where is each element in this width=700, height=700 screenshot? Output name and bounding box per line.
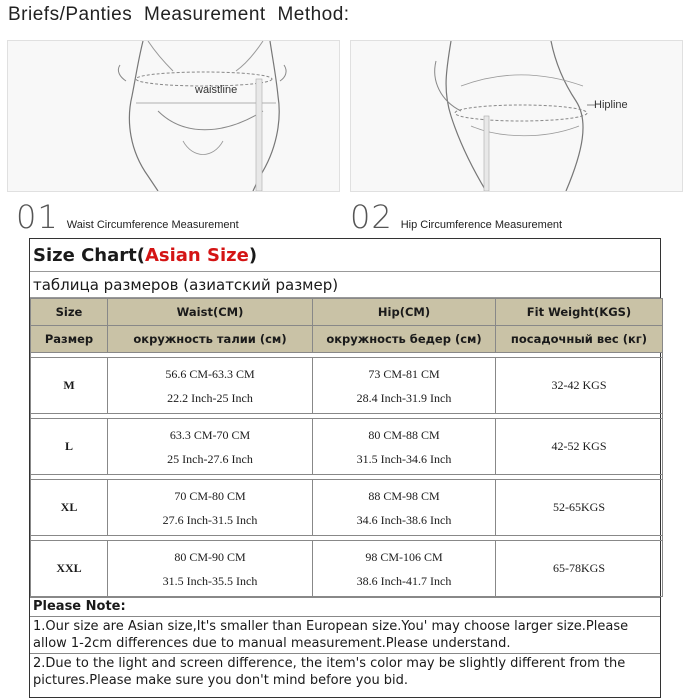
size-table xyxy=(30,298,663,597)
size-chart-title xyxy=(30,239,660,272)
size-cell: XXL xyxy=(31,541,108,597)
hip-cm: 80 CM-88 CM xyxy=(368,427,440,442)
table-header-row-ru xyxy=(31,326,663,353)
waist-inch: 22.2 Inch-25 Inch xyxy=(167,390,253,405)
hip-cm: 88 CM-98 CM xyxy=(368,488,440,503)
caption-number: 02 xyxy=(350,198,393,236)
hipline-label: Hipline xyxy=(594,99,628,111)
waist-figure-drawing xyxy=(8,41,339,191)
column-header: Fit Weight(KGS) xyxy=(496,299,663,326)
note-item: 1.Our size are Asian size,It's smaller than European size.You' may choose larger size.Please allow 1-2cm differences due to manual measurement.Please understand. xyxy=(30,616,660,653)
hip-inch: 34.6 Inch-38.6 Inch xyxy=(356,512,452,527)
size-chart xyxy=(29,238,661,698)
hip-caption xyxy=(350,198,562,236)
hip-cell xyxy=(313,358,496,414)
hip-measurement-illustration xyxy=(350,40,683,192)
hip-cm: 98 CM-106 CM xyxy=(365,549,443,564)
note-item: 2.Due to the light and screen difference, the item's color may be slightly different from the pictures.Please make sure you don't mind before you bid. xyxy=(30,653,660,690)
weight-cell: 32-42 KGS xyxy=(496,358,663,414)
hip-cell xyxy=(313,419,496,475)
waist-cell xyxy=(108,480,313,536)
hip-cm: 73 CM-81 CM xyxy=(368,366,440,381)
caption-text: Hip Circumference Measurement xyxy=(400,219,563,231)
weight-cell: 65-78KGS xyxy=(496,541,663,597)
title-prefix: Size Chart( xyxy=(33,244,145,266)
column-header: Размер xyxy=(31,326,108,353)
table-header-row-en xyxy=(31,299,663,326)
waist-measurement-illustration xyxy=(7,40,340,192)
hip-inch: 31.5 Inch-34.6 Inch xyxy=(356,451,452,466)
size-cell: L xyxy=(31,419,108,475)
column-header: Waist(CM) xyxy=(108,299,313,326)
waist-cm: 80 CM-90 CM xyxy=(174,549,246,564)
waistline-label: waistline xyxy=(195,84,238,96)
waist-cm: 70 CM-80 CM xyxy=(174,488,246,503)
waist-caption xyxy=(16,198,239,236)
table-row xyxy=(31,419,663,475)
title-highlight: Asian Size xyxy=(144,244,249,266)
size-cell: M xyxy=(31,358,108,414)
waist-cm: 56.6 CM-63.3 CM xyxy=(165,366,255,381)
waist-cell xyxy=(108,541,313,597)
table-row xyxy=(31,541,663,597)
notes-title: Please Note: xyxy=(30,597,660,616)
title-suffix: ) xyxy=(248,244,258,266)
table-row xyxy=(31,358,663,414)
column-header: посадочный вес (кг) xyxy=(496,326,663,353)
caption-number: 01 xyxy=(16,198,59,236)
table-row xyxy=(31,480,663,536)
column-header: Size xyxy=(31,299,108,326)
weight-cell: 52-65KGS xyxy=(496,480,663,536)
waist-inch: 31.5 Inch-35.5 Inch xyxy=(162,573,258,588)
weight-cell: 42-52 KGS xyxy=(496,419,663,475)
caption-text: Waist Circumference Measurement xyxy=(66,219,239,231)
waist-cm: 63.3 CM-70 CM xyxy=(169,427,251,442)
hip-cell xyxy=(313,541,496,597)
column-header: окружность талии (см) xyxy=(108,326,313,353)
waist-cell xyxy=(108,358,313,414)
column-header: окружность бедер (см) xyxy=(313,326,496,353)
hip-cell xyxy=(313,480,496,536)
hip-inch: 28.4 Inch-31.9 Inch xyxy=(356,390,452,405)
waist-inch: 27.6 Inch-31.5 Inch xyxy=(162,512,258,527)
waist-cell xyxy=(108,419,313,475)
size-chart-subtitle: таблица размеров (азиатский размер) xyxy=(30,272,660,298)
hip-inch: 38.6 Inch-41.7 Inch xyxy=(356,573,452,588)
size-cell: XL xyxy=(31,480,108,536)
waist-inch: 25 Inch-27.6 Inch xyxy=(167,451,253,466)
page-title: Briefs/Panties Measurement Method: xyxy=(8,4,350,25)
hip-figure-drawing xyxy=(351,41,682,191)
column-header: Hip(CM) xyxy=(313,299,496,326)
